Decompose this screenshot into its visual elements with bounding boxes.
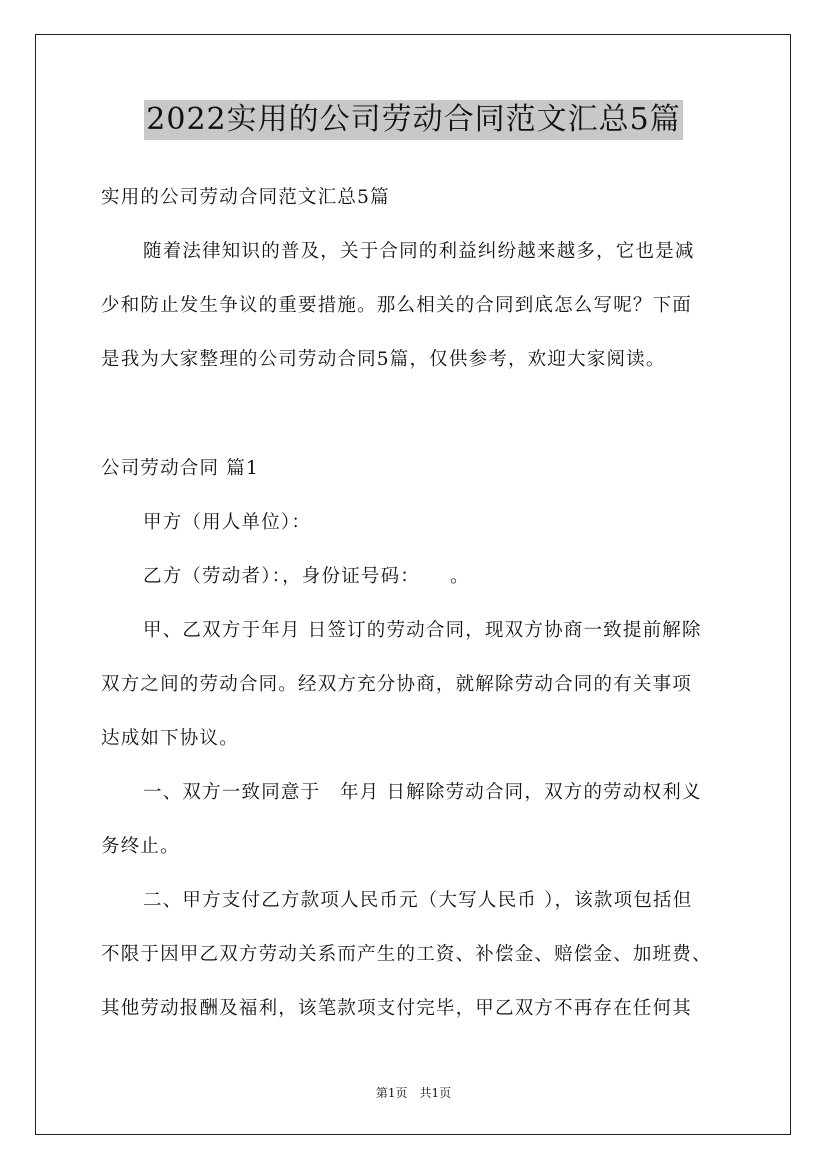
paragraph-line: 甲、乙双方于年月 日签订的劳动合同，现双方协商一致提前解除	[143, 620, 702, 641]
section-heading: 公司劳动合同 篇1	[101, 458, 259, 479]
paragraph-line: 双方之间的劳动合同。经双方充分协商，就解除劳动合同的有关事项	[101, 674, 693, 695]
paragraph-line: 其他劳动报酬及福利，该笔款项支付完毕，甲乙双方不再存在任何其	[101, 998, 693, 1019]
paragraph-line: 是我为大家整理的公司劳动合同5篇，仅供参考，欢迎大家阅读。	[101, 349, 666, 370]
paragraph-line: 随着法律知识的普及，关于合同的利益纠纷越来越多，它也是减	[143, 241, 695, 262]
title-container	[0, 100, 827, 140]
paragraph-line: 乙方（劳动者）：，身份证号码： 。	[143, 566, 470, 587]
paragraph-line: 务终止。	[101, 836, 180, 857]
paragraph-line: 一、双方一致同意于 年月 日解除劳动合同，双方的劳动权利义	[143, 782, 702, 803]
paragraph-line: 达成如下协议。	[101, 728, 239, 749]
page-footer: 第1页 共1页	[375, 1086, 452, 1100]
paragraph-line: 甲方（用人单位）：	[143, 512, 312, 533]
paragraph-line: 二、甲方支付乙方款项人民币元（大写人民币 ），该款项包括但	[143, 890, 693, 911]
paragraph-line: 不限于因甲乙双方劳动关系而产生的工资、补偿金、赔偿金、加班费、	[101, 944, 712, 965]
subtitle-line: 实用的公司劳动合同范文汇总5篇	[101, 187, 390, 208]
document-title: 2022实用的公司劳动合同范文汇总5篇	[144, 100, 682, 140]
paragraph-line: 少和防止发生争议的重要措施。那么相关的合同到底怎么写呢？下面	[101, 295, 693, 316]
